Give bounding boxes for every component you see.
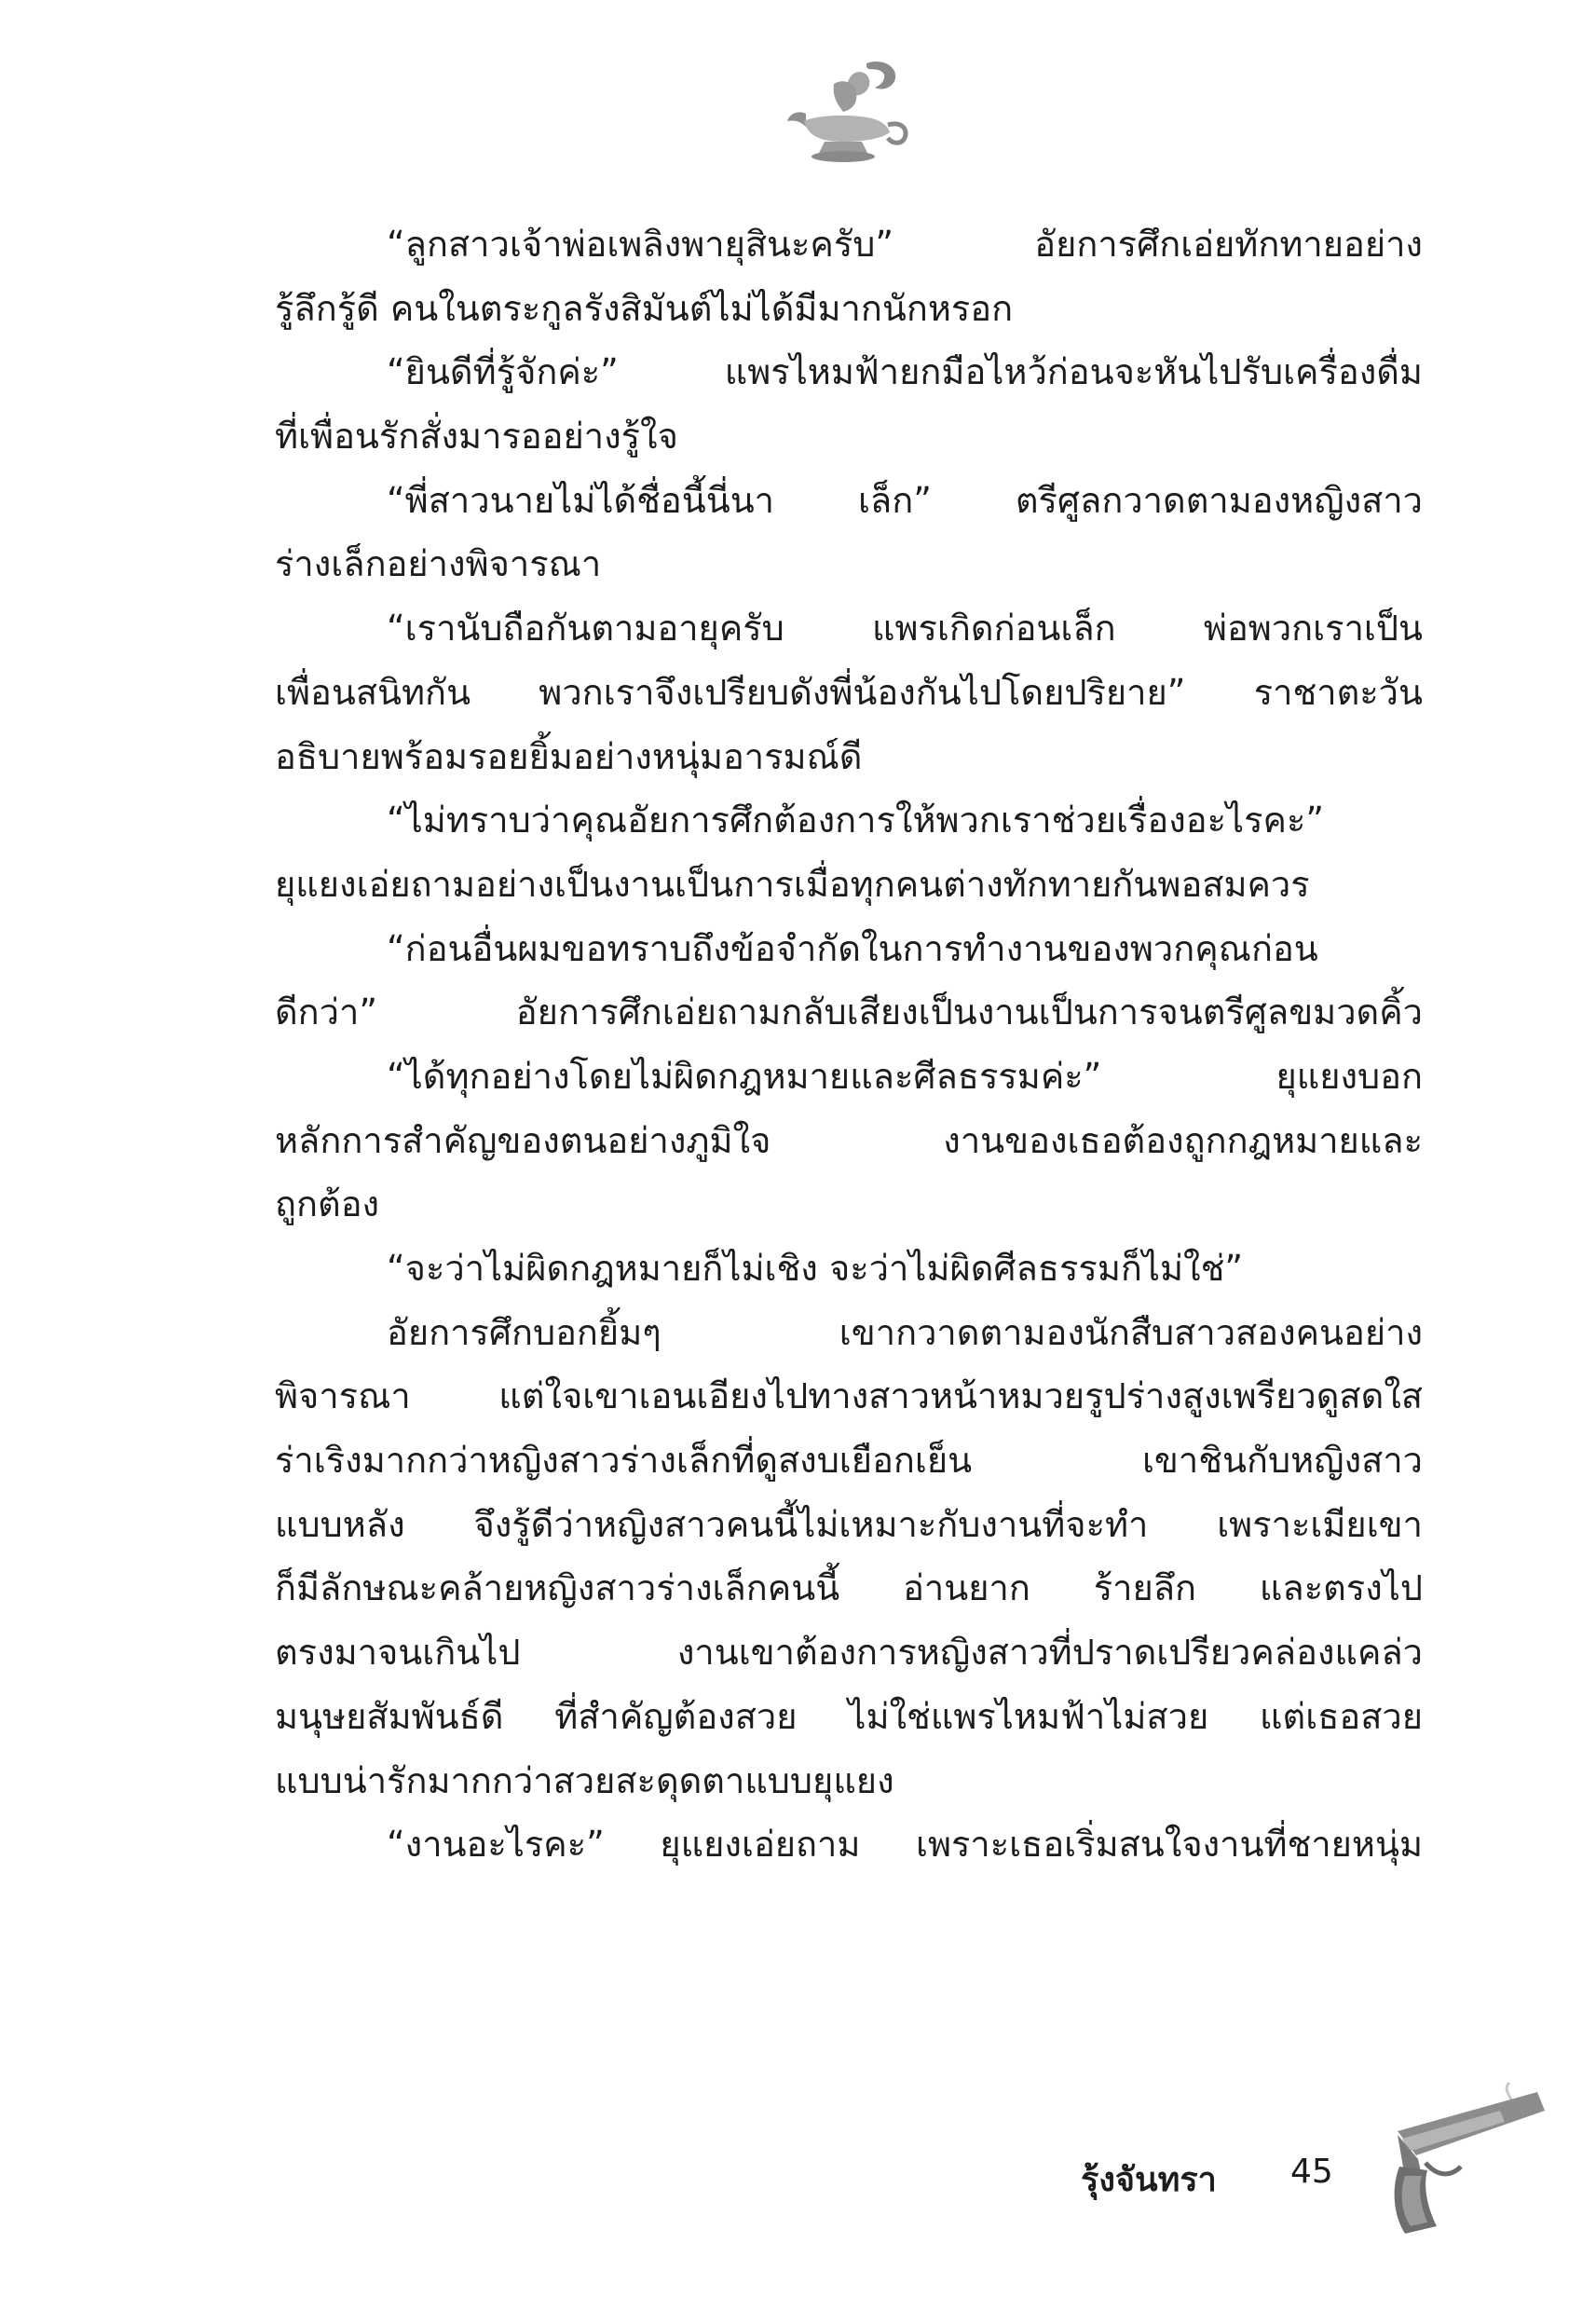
text-line: ถูกต้อง (275, 1183, 380, 1225)
text-line: ยุแยงเอ่ยถามอย่างเป็นงานเป็นการเมื่อทุกคนต่างทักทายกันพอสมควร (275, 863, 1310, 905)
text-line: ร่างเล็กอย่างพิจารณา (275, 543, 602, 585)
text-line: “พี่สาวนายไม่ได้ชื่อนี้นี่นา เล็ก” ตรีศูลกวาดตามองหญิงสาว (387, 479, 1423, 521)
text-line: เพื่อนสนิทกัน พวกเราจึงเปรียบดังพี่น้องกันไปโดยปริยาย” ราชาตะวัน (275, 671, 1423, 713)
page-number: 45 (1290, 2153, 1333, 2191)
text-line: แบบน่ารักมากกว่าสวยสะดุดตาแบบยุแยง (275, 1759, 894, 1801)
text-line: “จะว่าไม่ผิดกฎหมายก็ไม่เชิง จะว่าไม่ผิดศีลธรรมก็ไม่ใช่” (387, 1248, 1244, 1289)
text-line: “ยินดีที่รู้จักค่ะ” แพรไหมฟ้ายกมือไหว้ก่อนจะหันไปรับเครื่องดื่ม (387, 351, 1423, 393)
text-line: อธิบายพร้อมรอยยิ้มอย่างหนุ่มอารมณ์ดี (275, 735, 863, 777)
text-line: ตรงมาจนเกินไป งานเขาต้องการหญิงสาวที่ปราดเปรียวคล่องแคล่ว (275, 1632, 1423, 1674)
pistol-icon (1360, 2073, 1556, 2260)
book-title: รุ้งจันทรา (1081, 2161, 1217, 2199)
text-line: ดีกว่า” อัยการศึกเอ่ยถามกลับเสียงเป็นงานเป็นการจนตรีศูลขมวดคิ้ว (275, 991, 1423, 1033)
text-line: มนุษยสัมพันธ์ดี ที่สำคัญต้องสวย ไม่ใช่แพรไหมฟ้าไม่สวย แต่เธอสวย (275, 1695, 1423, 1737)
text-line: ก็มีลักษณะคล้ายหญิงสาวร่างเล็กคนนี้ อ่านยาก ร้ายลึก และตรงไป (275, 1567, 1423, 1609)
text-line: “เรานับถือกันตามอายุครับ แพรเกิดก่อนเล็ก พ่อพวกเราเป็น (387, 608, 1423, 650)
text-line: หลักการสำคัญของตนอย่างภูมิใจ งานของเธอต้องถูกกฎหมายและ (275, 1119, 1423, 1161)
text-line: “ไม่ทราบว่าคุณอัยการศึกต้องการให้พวกเราช่วยเรื่องอะไรคะ” (387, 800, 1325, 841)
text-line: “ก่อนอื่นผมขอทราบถึงข้อจำกัดในการทำงานของพวกคุณก่อน (387, 927, 1318, 969)
text-line: ที่เพื่อนรักสั่งมารออย่างรู้ใจ (275, 416, 678, 458)
text-line: แบบหลัง จึงรู้ดีว่าหญิงสาวคนนี้ไม่เหมาะกับงานที่จะทำ เพราะเมียเขา (275, 1503, 1423, 1545)
text-line: ร่าเริงมากกว่าหญิงสาวร่างเล็กที่ดูสงบเยือกเย็น เขาชินกับหญิงสาว (275, 1440, 1423, 1482)
body-text (275, 212, 1423, 1877)
text-line: พิจารณา แต่ใจเขาเอนเอียงไปทางสาวหน้าหมวยรูปร่างสูงเพรียวดูสดใส (275, 1375, 1423, 1417)
text-line: “ได้ทุกอย่างโดยไม่ผิดกฎหมายและศีลธรรมค่ะ” ยุแยงบอก (387, 1055, 1423, 1097)
text-line: อัยการศึกบอกยิ้มๆ เขากวาดตามองนักสืบสาวสองคนอย่าง (387, 1311, 1423, 1353)
genie-lamp-icon (778, 56, 913, 168)
text-line: “ลูกสาวเจ้าพ่อเพลิงพายุสินะครับ” อัยการศึกเอ่ยทักทายอย่าง (387, 224, 1423, 265)
text-line: รู้ลึกรู้ดี คนในตระกูลรังสิมันต์ไม่ได้มีมากนักหรอก (275, 287, 1014, 329)
text-line: “งานอะไรคะ” ยุแยงเอ่ยถาม เพราะเธอเริ่มสนใจงานที่ชายหนุ่ม (387, 1824, 1423, 1866)
